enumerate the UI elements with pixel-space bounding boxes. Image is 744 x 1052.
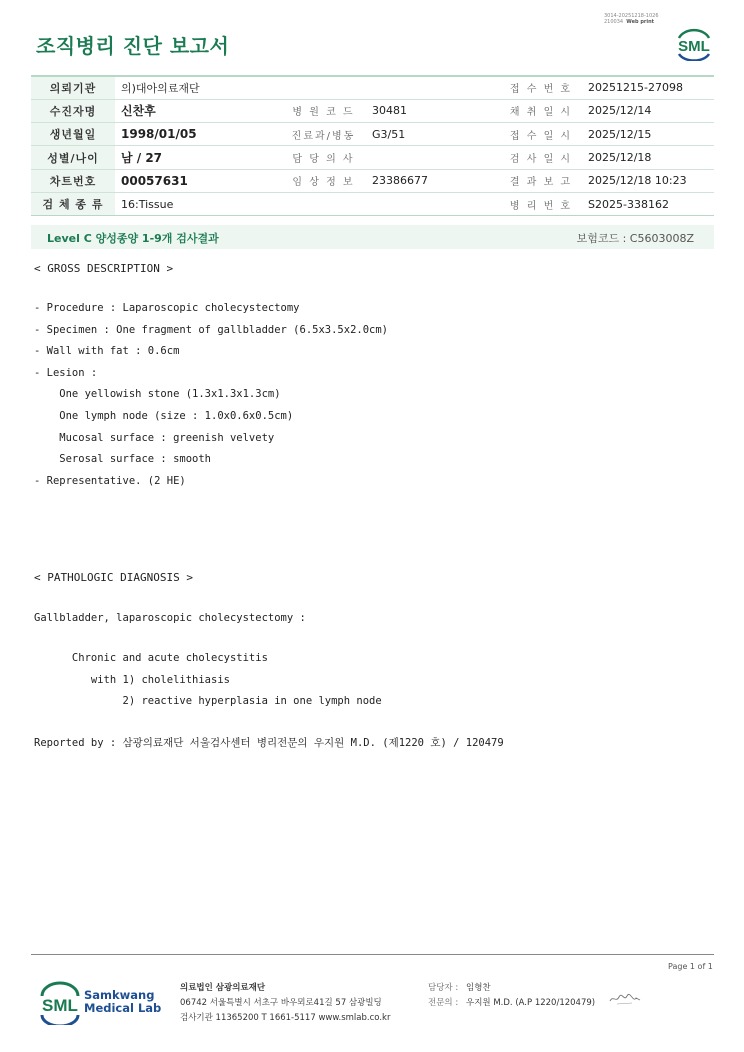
info-value: 00057631 <box>115 169 281 192</box>
info-label: 차트번호 <box>31 169 115 192</box>
web-print-label: Web print <box>626 19 655 25</box>
info-value: 남 / 27 <box>115 146 281 169</box>
info-label: 병 원 코 드 <box>281 99 366 122</box>
signature-image <box>608 991 642 1007</box>
info-label: 담 당 의 사 <box>281 146 366 169</box>
info-value: 2025/12/18 10:23 <box>582 169 714 192</box>
logo-top-text: SML <box>678 38 710 55</box>
reported-by: Reported by : 삼광의료재단 서울검사센터 병리전문의 우지원 M.D. (제1220 호) / 120479 <box>34 737 504 749</box>
info-label: 병 리 번 호 <box>500 192 582 215</box>
print-code <box>604 13 659 25</box>
contact-line: 검사기관 11365200 T 1661-5117 www.smlab.co.kr <box>180 1013 391 1023</box>
specialist-label: 전문의 : <box>428 998 459 1008</box>
report-line: Chronic and acute cholecystitis <box>34 652 268 664</box>
info-label: 생년월일 <box>31 123 115 146</box>
info-label: 채 취 일 시 <box>500 99 582 122</box>
report-line: One yellowish stone (1.3x1.3x1.3cm) <box>34 388 281 401</box>
sml-logo-bottom-icon <box>37 981 83 1025</box>
address-line: 06742 서울특별시 서초구 바우뫼로41길 57 삼광빌딩 <box>180 998 382 1008</box>
info-value: 30481 <box>366 99 500 122</box>
info-label: 수진자명 <box>31 99 115 122</box>
level-bar <box>31 225 714 249</box>
info-label: 진료과/병동 <box>281 123 366 146</box>
diagnosis-intro: Gallbladder, laparoscopic cholecystectomy : <box>34 612 306 624</box>
info-label: 임 상 정 보 <box>281 169 366 192</box>
report-line: - Procedure : Laparoscopic cholecystectomy <box>34 302 300 314</box>
report-line: with 1) cholelithiasis <box>34 673 230 686</box>
info-value: G3/51 <box>366 123 500 146</box>
company-name <box>84 989 161 1015</box>
report-line: - Representative. (2 HE) <box>34 474 186 487</box>
info-value: 신찬후 <box>115 99 281 122</box>
staff-value: 임형찬 <box>466 983 491 993</box>
info-row <box>31 123 714 146</box>
info-row <box>31 192 714 215</box>
info-label: 의뢰기관 <box>31 76 115 99</box>
info-label: 성별/나이 <box>31 146 115 169</box>
info-value: 2025/12/14 <box>582 99 714 122</box>
info-value: 20251215-27098 <box>582 76 714 99</box>
report-line: - Wall with fat : 0.6cm <box>34 345 180 358</box>
report-line: One lymph node (size : 1.0x0.6x0.5cm) <box>34 410 294 422</box>
report-line: Serosal surface : smooth <box>34 453 212 466</box>
info-row <box>31 76 714 99</box>
print-code-line2: 210034 <box>604 19 624 25</box>
info-label: 결 과 보 고 <box>500 169 582 192</box>
insurance-code: 보험코드 : C5603008Z <box>576 232 694 245</box>
footer-staff <box>428 981 595 1011</box>
info-label: 접 수 일 시 <box>500 123 582 146</box>
logo-bottom-text: SML <box>42 996 78 1015</box>
specialist-value: 우지원 M.D. (A.P 1220/120479) <box>466 998 596 1008</box>
info-value: 의)대아의료재단 <box>115 76 281 99</box>
info-label: 검 체 종 류 <box>31 192 115 215</box>
report-line: 2) reactive hyperplasia in one lymph node <box>34 695 382 707</box>
info-row <box>31 146 714 169</box>
info-label: 접 수 번 호 <box>500 76 582 99</box>
staff-label: 담당자 : <box>428 983 459 993</box>
info-value: 2025/12/18 <box>582 146 714 169</box>
info-value <box>366 192 500 215</box>
sml-logo-top-icon <box>673 25 715 61</box>
info-value: 2025/12/15 <box>582 123 714 146</box>
footer-address <box>180 981 390 1026</box>
info-label <box>281 192 366 215</box>
info-value <box>366 76 500 99</box>
print-code-line1: 3014-20251218-1026 <box>604 13 659 19</box>
patient-info-table <box>31 75 714 216</box>
info-value <box>366 146 500 169</box>
info-value: S2025-338162 <box>582 192 714 215</box>
company-name-line2: Medical Lab <box>84 1001 162 1015</box>
page-number: Page 1 of 1 <box>668 962 713 971</box>
report-line: Mucosal surface : greenish velvety <box>34 431 275 444</box>
info-value: 23386677 <box>366 169 500 192</box>
info-value: 16:Tissue <box>115 192 281 215</box>
info-label <box>281 76 366 99</box>
footer-divider <box>31 954 714 955</box>
report-line: - Lesion : <box>34 366 98 379</box>
info-label: 검 사 일 시 <box>500 146 582 169</box>
level-title: Level C 양성종양 1-9개 검사결과 <box>47 232 219 245</box>
document-title: 조직병리 진단 보고서 <box>36 34 230 58</box>
company-name-line1: Samkwang <box>84 988 155 1002</box>
info-row <box>31 99 714 122</box>
info-row <box>31 169 714 192</box>
gross-description-header: < GROSS DESCRIPTION > <box>34 262 174 275</box>
info-value: 1998/01/05 <box>115 123 281 146</box>
report-line: - Specimen : One fragment of gallbladder (6.5x3.5x2.0cm) <box>34 323 389 336</box>
pathologic-diagnosis-header: < PATHOLOGIC DIAGNOSIS > <box>34 571 193 584</box>
organization-name: 의료법인 삼광의료재단 <box>180 983 266 993</box>
